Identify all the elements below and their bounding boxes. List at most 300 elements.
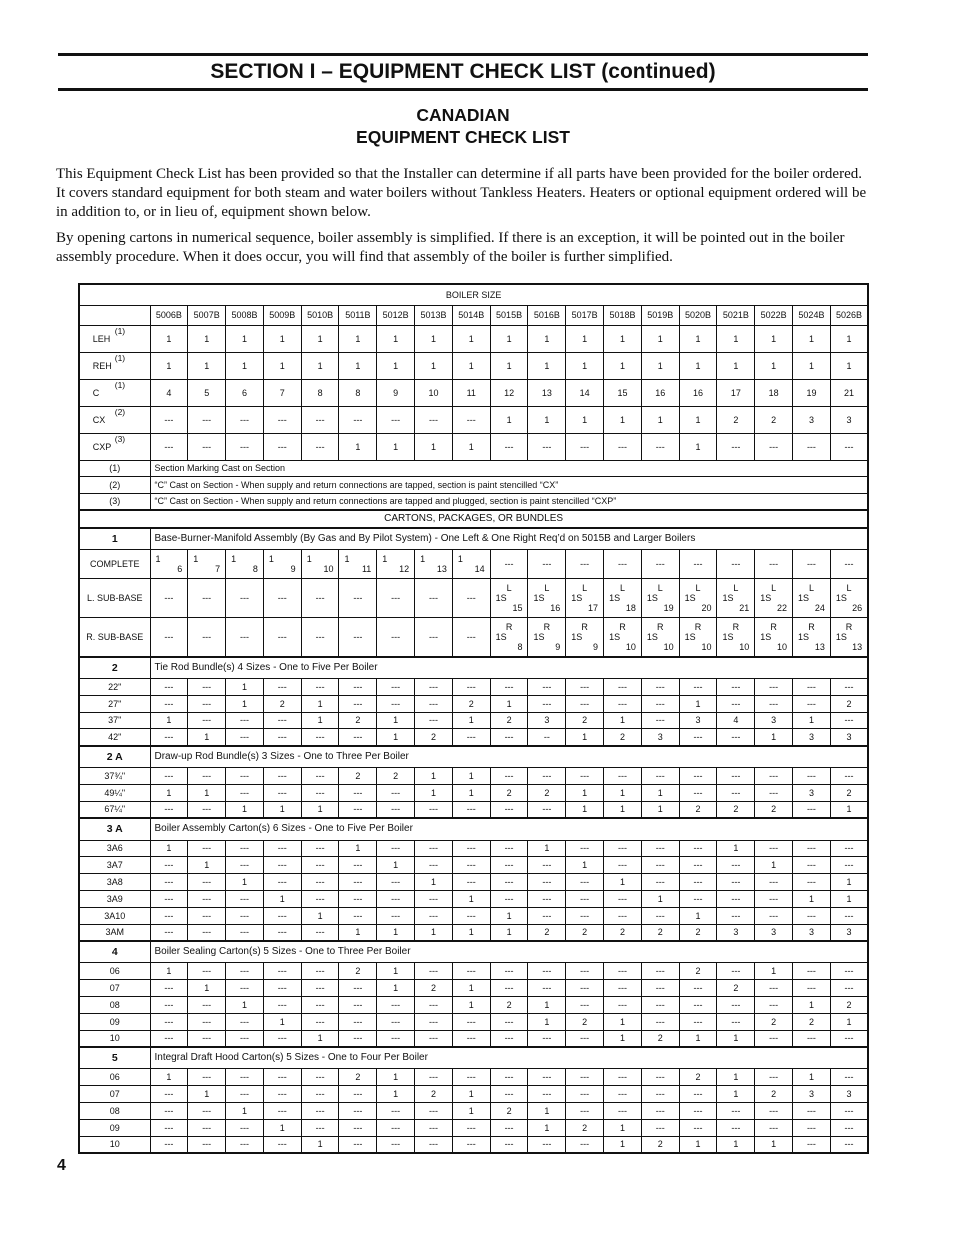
quantity-cell: 2 [566,924,604,941]
quantity-cell: --- [641,963,679,980]
quantity-cell: --- [641,679,679,696]
quantity-cell: 1 [188,352,226,379]
stacked-value [377,554,414,574]
quantity-cell: --- [641,433,679,460]
quantity-cell: --- [226,1069,264,1086]
quantity-cell: --- [188,1102,226,1119]
quantity-cell: --- [188,406,226,433]
quantity-cell: --- [528,963,566,980]
quantity-cell: --- [301,1069,339,1086]
quantity-cell: 1 [452,768,490,785]
quantity-cell: 1 [415,352,453,379]
quantity-cell: --- [452,1030,490,1047]
quantity-cell: 1 [301,1030,339,1047]
carton-number: 4 [79,941,150,963]
quantity-cell: --- [339,801,377,818]
stacked-value-part: 1S [646,631,658,642]
quantity-cell: --- [490,963,528,980]
row-label: 22" [79,679,150,696]
footnote-ref: (1) [114,379,126,390]
quantity-cell: --- [641,712,679,729]
quantity-cell: 2 [415,729,453,746]
quantity-cell: --- [490,1136,528,1153]
boiler-size-header: BOILER SIZE [79,284,868,305]
quantity-cell: --- [679,857,717,874]
quantity-cell: 2 [755,801,793,818]
quantity-cell: 1 [415,768,453,785]
quantity-cell: --- [263,924,301,941]
stacked-value-part: 7 [215,564,221,574]
quantity-cell: 3 [528,712,566,729]
boiler-size-code: 5006B [150,305,188,325]
stacked-value-part: 11 [361,564,372,574]
stacked-value-part: 20 [701,603,712,613]
boiler-size-code: 5020B [679,305,717,325]
quantity-cell: 2 [490,784,528,801]
row-label: 49¼" [79,784,150,801]
quantity-cell: 1 [226,695,264,712]
boiler-size-code: 5011B [339,305,377,325]
quantity-cell: 1 [490,907,528,924]
quantity-cell: 2 [528,784,566,801]
quantity-cell: 1 [415,325,453,352]
quantity-cell: 2 [830,996,868,1013]
quantity-cell: --- [263,1102,301,1119]
carton-title: Base-Burner-Manifold Assembly (By Gas and By Pilot System) - One Left & One Right Req’d on 5015B and Larger Boilers [150,528,868,550]
stacked-value [793,622,830,652]
quantity-cell: --- [226,840,264,857]
quantity-cell: 9 [377,379,415,406]
quantity-cell: 1 [566,857,604,874]
quantity-cell: --- [150,874,188,891]
quantity-cell: 2 [755,1013,793,1030]
quantity-cell: 1 [604,1013,642,1030]
quantity-cell: 1 [377,712,415,729]
quantity-cell: 1 [830,801,868,818]
stacked-value-part: R [770,621,777,632]
quantity-cell: 1 [528,352,566,379]
quantity-cell: 2 [490,712,528,729]
quantity-cell: 1 [679,907,717,924]
quantity-cell: --- [830,1102,868,1119]
stacked-value-part: 1 [193,554,199,564]
quantity-cell: 3 [830,1086,868,1103]
quantity-cell: --- [263,840,301,857]
stacked-value-part: 1S [609,593,621,603]
quantity-cell: --- [604,907,642,924]
quantity-cell: --- [679,784,717,801]
quantity-cell: --- [566,695,604,712]
quantity-cell: --- [490,768,528,785]
quantity-cell: 16 [679,379,717,406]
stacked-value-part: L [808,583,814,593]
quantity-cell: --- [301,1013,339,1030]
quantity-cell: 1 [377,924,415,941]
quantity-cell [717,579,755,618]
quantity-cell: --- [226,1119,264,1136]
quantity-cell: --- [830,963,868,980]
quantity-cell: 1 [490,924,528,941]
quantity-cell: --- [188,768,226,785]
quantity-cell: 1 [188,1086,226,1103]
quantity-cell: --- [566,840,604,857]
quantity-cell: --- [415,907,453,924]
quantity-cell: 1 [188,729,226,746]
quantity-cell: --- [830,1136,868,1153]
quantity-cell: 2 [641,1136,679,1153]
row-label: 08 [79,996,150,1013]
section-type-label [79,406,150,433]
quantity-cell: 3 [830,924,868,941]
quantity-cell: 2 [566,712,604,729]
quantity-cell: --- [641,996,679,1013]
quantity-cell: 1 [641,784,679,801]
quantity-cell: 2 [490,1102,528,1119]
quantity-cell: --- [415,406,453,433]
quantity-cell: --- [755,890,793,907]
quantity-cell: --- [830,712,868,729]
quantity-cell [301,550,339,579]
quantity-cell: 1 [528,1119,566,1136]
quantity-cell: --- [188,840,226,857]
quantity-cell: --- [641,1086,679,1103]
stacked-value-part: 1S [533,593,545,603]
quantity-cell: 1 [604,325,642,352]
quantity-cell: 2 [339,1069,377,1086]
stacked-value-part: L [657,583,663,593]
quantity-cell: --- [793,695,831,712]
quantity-cell: 1 [263,801,301,818]
quantity-cell: 1 [263,325,301,352]
quantity-cell: --- [641,1119,679,1136]
quantity-cell: --- [830,550,868,579]
quantity-cell: --- [415,801,453,818]
quantity-cell: 1 [188,980,226,997]
stacked-value [680,622,717,652]
quantity-cell: 1 [830,890,868,907]
quantity-cell: --- [301,963,339,980]
quantity-cell: --- [150,980,188,997]
quantity-cell: --- [263,980,301,997]
section-type-label-wrap [92,325,137,344]
quantity-cell: --- [301,874,339,891]
quantity-cell: 3 [830,729,868,746]
stacked-value-part: 10 [663,641,674,652]
quantity-cell: --- [150,433,188,460]
footnote-ref: (3) [114,433,126,444]
quantity-cell: --- [263,996,301,1013]
quantity-cell: --- [755,784,793,801]
quantity-cell: --- [377,1136,415,1153]
quantity-cell: --- [150,1013,188,1030]
quantity-cell: --- [301,1102,339,1119]
quantity-cell: 1 [755,352,793,379]
stacked-value-part: 1S [646,593,658,603]
quantity-cell [793,579,831,618]
quantity-cell: 1 [415,874,453,891]
quantity-cell: --- [301,996,339,1013]
quantity-cell: --- [188,1030,226,1047]
row-label: 37¾" [79,768,150,785]
quantity-cell: 1 [641,352,679,379]
carton-title: Boiler Sealing Carton(s) 5 Sizes - One to Three Per Boiler [150,941,868,963]
quantity-cell: --- [263,963,301,980]
quantity-cell: --- [490,679,528,696]
quantity-cell: --- [528,433,566,460]
quantity-cell: --- [226,768,264,785]
quantity-cell: 1 [150,712,188,729]
quantity-cell: --- [263,712,301,729]
quantity-cell: --- [679,550,717,579]
quantity-cell: --- [301,679,339,696]
quantity-cell: --- [188,890,226,907]
quantity-cell: --- [188,695,226,712]
quantity-cell: 2 [679,801,717,818]
quantity-cell: 1 [339,433,377,460]
quantity-cell: --- [188,801,226,818]
quantity-cell [755,618,793,657]
boiler-size-code: 5012B [377,305,415,325]
quantity-cell: --- [490,1086,528,1103]
quantity-cell: -- [528,729,566,746]
quantity-cell: --- [528,695,566,712]
row-label: 3AM [79,924,150,941]
carton-number: 5 [79,1047,150,1069]
quantity-cell: --- [604,840,642,857]
quantity-cell: --- [793,433,831,460]
quantity-cell: 8 [339,379,377,406]
stacked-value [604,583,641,613]
quantity-cell: 1 [339,352,377,379]
quantity-cell [490,579,528,618]
quantity-cell: --- [226,1136,264,1153]
quantity-cell: --- [566,1069,604,1086]
stacked-value-part: 1S [684,593,696,603]
quantity-cell: --- [188,1136,226,1153]
row-label: L. SUB-BASE [79,579,150,618]
quantity-cell [641,579,679,618]
quantity-cell: 1 [793,712,831,729]
stacked-value [831,622,867,652]
stacked-value-part: R [694,621,702,632]
quantity-cell: --- [452,579,490,618]
section-type-name: REH [92,360,112,371]
quantity-cell: --- [452,406,490,433]
quantity-cell: 1 [226,325,264,352]
quantity-cell: 2 [452,695,490,712]
section-type-name: C [92,387,100,398]
quantity-cell: 2 [641,1030,679,1047]
quantity-cell: 1 [604,801,642,818]
stacked-value-part: 16 [550,603,561,613]
quantity-cell: 2 [830,695,868,712]
quantity-cell: 1 [377,980,415,997]
stacked-value [717,622,754,652]
boiler-size-code: 5017B [566,305,604,325]
quantity-cell: --- [263,406,301,433]
quantity-cell: 1 [528,1013,566,1030]
quantity-cell: 2 [566,1013,604,1030]
quantity-cell: 1 [226,679,264,696]
stacked-value-part: 18 [625,603,636,613]
quantity-cell: --- [150,1086,188,1103]
stacked-value-part: 1S [798,631,810,642]
quantity-cell: --- [641,550,679,579]
quantity-cell: 14 [566,379,604,406]
quantity-cell: --- [604,980,642,997]
quantity-cell: --- [339,1030,377,1047]
stacked-value-part: 1S [609,631,621,642]
quantity-cell [263,550,301,579]
stacked-value [415,554,452,574]
quantity-cell: --- [830,857,868,874]
quantity-cell: --- [301,618,339,657]
quantity-cell: --- [226,433,264,460]
quantity-cell: 1 [830,874,868,891]
quantity-cell: --- [641,695,679,712]
quantity-cell: 3 [717,924,755,941]
quantity-cell: 1 [377,963,415,980]
stacked-value-part: 8 [517,641,523,652]
quantity-cell: --- [188,679,226,696]
quantity-cell: --- [830,1069,868,1086]
quantity-cell: 1 [301,1136,339,1153]
stacked-value-part: 1S [760,631,772,642]
quantity-cell: --- [415,618,453,657]
quantity-cell: --- [679,1013,717,1030]
stacked-value-part: 9 [555,641,561,652]
stacked-value [528,583,565,613]
quantity-cell: 1 [301,801,339,818]
footnote-ref: (1) [114,325,126,336]
quantity-cell: 1 [301,907,339,924]
quantity-cell [452,550,490,579]
quantity-cell: 1 [679,1030,717,1047]
quantity-cell: 1 [150,784,188,801]
stacked-value-part: 1 [268,554,274,564]
quantity-cell: --- [377,1119,415,1136]
quantity-cell: --- [301,840,339,857]
quantity-cell: --- [528,890,566,907]
quantity-cell: --- [528,1136,566,1153]
quantity-cell: --- [755,1030,793,1047]
quantity-cell: 2 [415,980,453,997]
section-type-label-wrap [92,433,137,452]
quantity-cell: --- [301,768,339,785]
stacked-value-part: 13 [852,641,863,652]
row-label: 08 [79,1102,150,1119]
quantity-cell: --- [150,801,188,818]
quantity-cell: --- [377,1030,415,1047]
quantity-cell: --- [301,1119,339,1136]
quantity-cell: --- [679,890,717,907]
quantity-cell: --- [415,1119,453,1136]
quantity-cell: 1 [415,433,453,460]
quantity-cell: --- [339,1136,377,1153]
quantity-cell: --- [679,768,717,785]
carton-number: 2 A [79,746,150,768]
quantity-cell: 1 [226,1102,264,1119]
quantity-cell: 1 [641,890,679,907]
quantity-cell: 1 [490,406,528,433]
quantity-cell [755,579,793,618]
quantity-cell: --- [793,1136,831,1153]
quantity-cell [793,618,831,657]
quantity-cell: --- [150,996,188,1013]
quantity-cell: 1 [830,1013,868,1030]
quantity-cell: 1 [377,857,415,874]
stacked-value-part: 10 [323,564,334,574]
quantity-cell: --- [415,695,453,712]
quantity-cell: 1 [377,1069,415,1086]
stacked-value [491,622,528,652]
stacked-value-part: 24 [814,603,825,613]
quantity-cell: 2 [490,996,528,1013]
carton-title: Integral Draft Hood Carton(s) 5 Sizes - One to Four Per Boiler [150,1047,868,1069]
quantity-cell: 1 [604,784,642,801]
stacked-value-part: 17 [588,603,599,613]
quantity-cell: 1 [188,784,226,801]
footnote-ref: (1) [114,352,126,363]
stacked-value-part: 8 [252,564,258,574]
stacked-value-part: 10 [701,641,712,652]
quantity-cell: --- [490,729,528,746]
quantity-cell: --- [339,618,377,657]
quantity-cell: --- [339,857,377,874]
quantity-cell: 1 [641,406,679,433]
quantity-cell: --- [604,695,642,712]
section-type-label-wrap [92,352,137,371]
quantity-cell: --- [188,924,226,941]
quantity-cell: 3 [755,712,793,729]
quantity-cell: --- [641,874,679,891]
quantity-cell: --- [717,784,755,801]
stacked-value-part: L [619,583,625,593]
quantity-cell: 1 [263,352,301,379]
quantity-cell: --- [339,907,377,924]
quantity-cell: --- [452,907,490,924]
quantity-cell: --- [301,924,339,941]
quantity-cell: --- [717,679,755,696]
quantity-cell [339,550,377,579]
carton-title: Boiler Assembly Carton(s) 6 Sizes - One to Five Per Boiler [150,818,868,840]
quantity-cell [528,618,566,657]
quantity-cell: --- [415,579,453,618]
quantity-cell: --- [226,1086,264,1103]
stacked-value-part: 19 [663,603,674,613]
quantity-cell: 1 [755,325,793,352]
quantity-cell: 3 [793,784,831,801]
section-type-name: CXP [92,441,112,452]
quantity-cell: --- [755,907,793,924]
quantity-cell: 5 [188,379,226,406]
boiler-size-code: 5016B [528,305,566,325]
quantity-cell: 1 [755,857,793,874]
row-label: 3A9 [79,890,150,907]
quantity-cell: --- [377,679,415,696]
equipment-check-table [78,283,869,1154]
quantity-cell: --- [528,768,566,785]
quantity-cell: --- [301,890,339,907]
quantity-cell: --- [490,874,528,891]
stacked-value-part: 14 [474,564,485,574]
quantity-cell [566,579,604,618]
quantity-cell: 1 [717,840,755,857]
quantity-cell: --- [830,433,868,460]
quantity-cell: 3 [679,712,717,729]
quantity-cell: --- [604,550,642,579]
stacked-value [604,622,641,652]
